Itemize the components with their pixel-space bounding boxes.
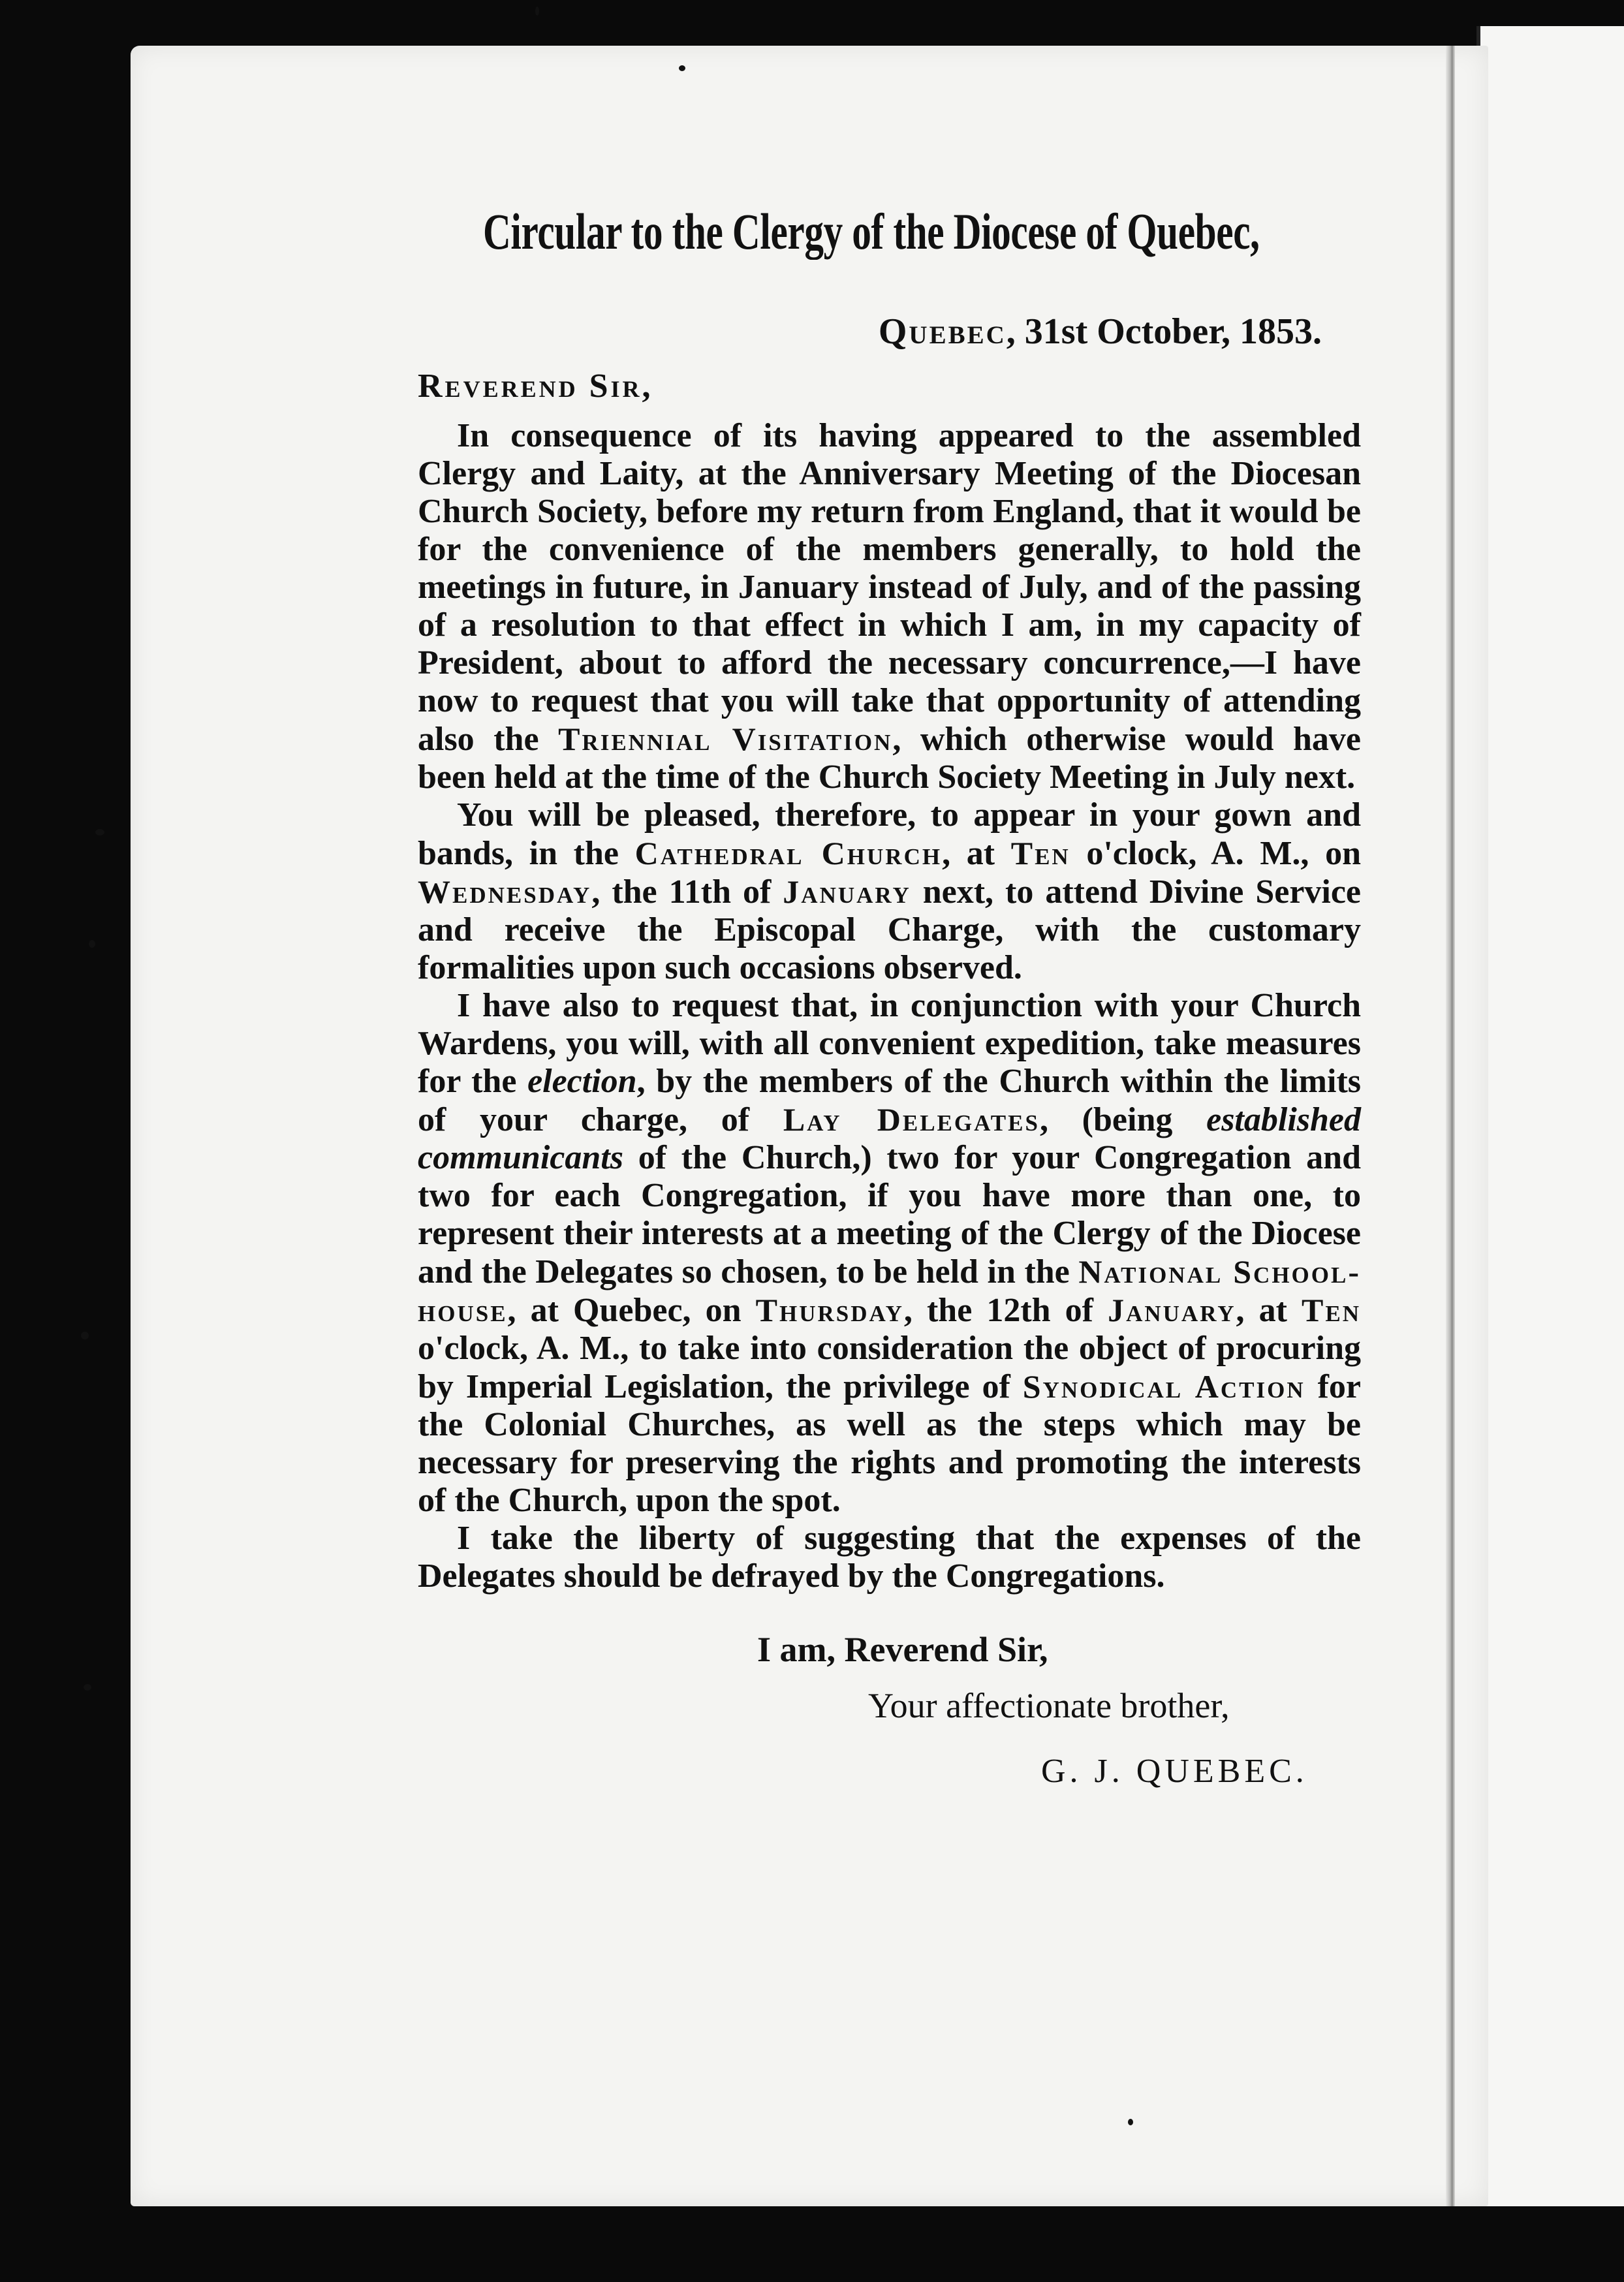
letter-body [418,417,1361,1595]
text-run: , at [1236,1292,1302,1329]
text-run: , by the members of the Church within the limits of your charge, of [418,1063,1361,1138]
adjacent-page-edge [1476,26,1624,2206]
text-run: o'clock, A. M., on [1070,835,1361,872]
text-run: I have also to request that, in conjunction with your Church Wardens, you will, with all convenient expedition, take measures for the [418,987,1361,1100]
text-run-italic: election [527,1063,637,1100]
text-run-small-caps: Thursday [755,1292,904,1328]
text-run: , at [942,835,1011,872]
scan-speck [535,7,539,16]
dateline-date: , 31st October, 1853. [1006,311,1322,352]
closing-line-1: I am, Reverend Sir, [757,1630,1048,1669]
paragraph-4: I take the liberty of suggesting that the expenses of the Delegates should be defrayed by the Congregations. [418,1520,1361,1595]
text-run: , which otherwise would have been held at the time of the Church Society Meeting in July next. [418,721,1361,796]
scan-speck [95,829,104,836]
text-run-small-caps: Triennial Visitation [558,721,893,757]
dateline-place: Quebec [878,311,1007,352]
scan-speck [84,1684,91,1691]
text-run: , the 11th of [591,873,783,911]
text-run: for the Colonial Churches, as well as the steps which may be necessary for preserving the rights and promoting the interests of the Church, upon the spot. [418,1368,1361,1519]
text-run-small-caps: Lay Delegates [783,1101,1040,1138]
scan-speck [679,65,685,71]
text-run: o'clock, A. M., to take into consideration the object of procuring by Imperial Legislation, the privilege of [418,1330,1361,1405]
paragraph-3 [418,987,1361,1520]
text-run: of the Church,) two for your Congregation and two for each Congregation, if you have more than one, to represent their interests at a meeting of the Clergy of the Diocese and the Delegates so chosen, to be held in the [418,1139,1361,1290]
paragraph-1 [418,417,1361,796]
dateline [418,311,1322,352]
text-run: , at Quebec, on [507,1292,756,1329]
text-run-small-caps: Synodical Action [1022,1368,1305,1405]
text-run-small-caps: January [783,873,911,910]
scan-speck [81,1332,89,1339]
closing-line-2: Your affectionate brother, [868,1686,1230,1725]
text-run: , (being [1039,1101,1207,1138]
text-run-small-caps: January [1108,1292,1236,1328]
signature: G. J. QUEBEC. [1041,1753,1308,1790]
text-run: In consequence of its having appeared to the assembled Clergy and Laity, at the Anniversary Meeting of the Diocesan Church Society, before my return from England, that it would be for the convenience of the members generally, to hold the meetings in future, in January instead of July, and of the passing of a resolution to that effect in which I am, in my capacity of President, about to afford the necessary concurrence,—I have now to request that you will take that opportunity of attending also the [418,417,1361,758]
page-fold [1446,46,1455,2206]
text-run-small-caps: Ten [1302,1292,1362,1328]
text-run: next, to attend Divine Service and receive the Episcopal Charge, with the customary formalities upon such occasions observed. [418,873,1362,986]
text-run-italic: established communicants [418,1101,1362,1176]
scan-speck [89,940,95,948]
text-run: You will be pleased, therefore, to appear in your gown and bands, in the [418,796,1361,872]
text-run-small-caps: Wednesday [418,873,592,910]
document-title: Circular to the Clergy of the Diocese of Quebec, [483,203,1260,260]
text-run-small-caps: Ten [1010,835,1070,871]
paragraph-2 [418,796,1361,987]
salutation: Reverend Sir, [418,367,653,405]
scan-speck [1128,2119,1133,2125]
text-run: , the 12th of [903,1292,1108,1329]
text-run-small-caps: National School-house [418,1253,1362,1328]
text-run-small-caps: Cathedral Church [634,835,943,871]
document-content [418,196,1361,1790]
